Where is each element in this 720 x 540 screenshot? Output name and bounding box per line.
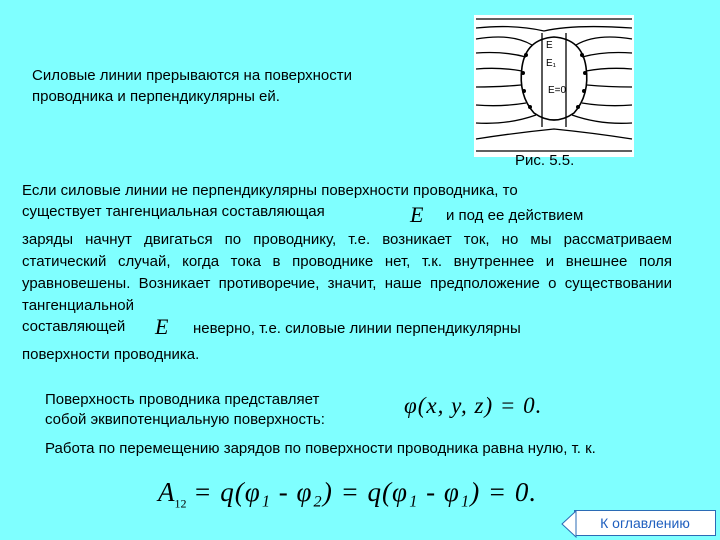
paragraph-tail: поверхности проводника. (22, 346, 200, 363)
paragraph-line-1: Если силовые линии не перпендикулярны поверхности проводника, то (22, 182, 518, 199)
figure-label-e0: E=0 (548, 85, 567, 96)
work-text: Работа по перемещению зарядов по поверхности проводника равна нулю, т. к. (45, 440, 596, 457)
field-lines-figure (474, 15, 634, 157)
tangential-e-symbol: E (410, 202, 424, 227)
paragraph-body: заряды начнут двигаться по проводнику, т.е. возникает ток, но мы рассматриваем статический случай, когда тока в проводнике нет, т.к. внутреннее и внешнее поля уравновешены. Возникает противоречие, значит, наше предположение о существовании тангенциальной (22, 231, 672, 314)
table-of-contents-label: К оглавлению (600, 515, 690, 531)
equipotential-text-2: собой эквипотенциальную поверхность: (45, 411, 325, 428)
intro-text: Силовые линии прерываются на поверхности проводника и перпендикулярны ей. (32, 67, 353, 105)
arrow-left-icon (561, 510, 577, 538)
figure-label-e1: E₁ (546, 58, 557, 69)
paragraph-line-2b: и под ее действием (446, 207, 584, 224)
tangential-e-symbol-2: E (155, 314, 169, 339)
equipotential-formula: φ(x, y, z) = 0. (404, 393, 543, 418)
work-formula-rhs: = q(φ₁ - φ₂) = q(φ₁ - φ₁) = 0. (193, 477, 538, 507)
figure-label-e: E (546, 40, 553, 51)
paragraph-line-2a: существует тангенциальная составляющая (22, 203, 325, 220)
work-formula-lhs: A (158, 477, 175, 507)
equipotential-text-1: Поверхность проводника представляет (45, 391, 320, 408)
paragraph-last-b: неверно, т.е. силовые линии перпендикулярны (193, 320, 521, 337)
paragraph-last-a: составляющей (22, 318, 126, 335)
work-formula-subscript: 12 (174, 496, 187, 511)
figure-caption: Рис. 5.5. (515, 152, 575, 169)
work-formula (158, 477, 537, 511)
table-of-contents-button[interactable] (574, 510, 716, 536)
